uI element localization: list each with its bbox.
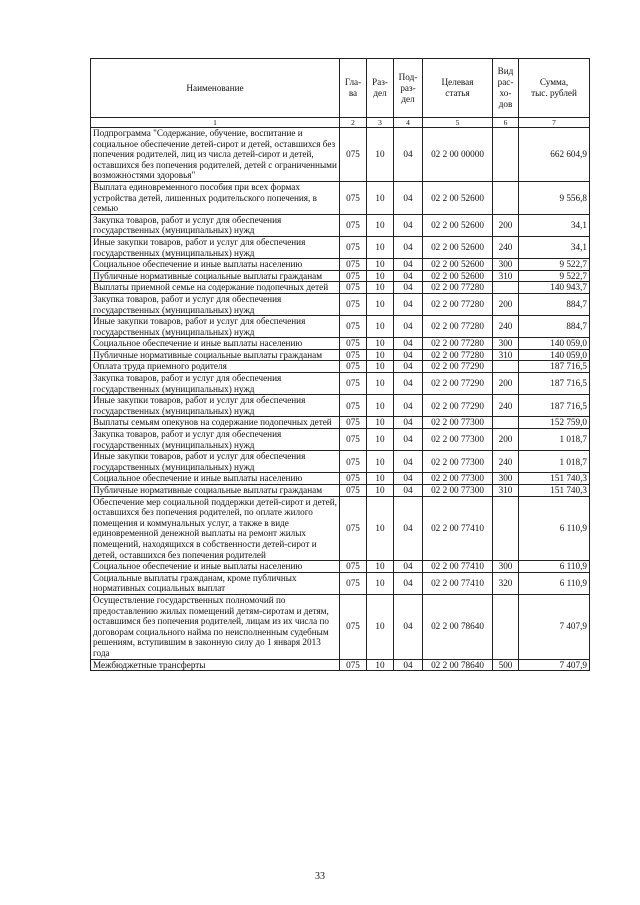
- row-amount: 151 740,3: [519, 485, 590, 497]
- row-subsection: 04: [394, 128, 423, 182]
- row-section: 10: [367, 561, 394, 573]
- table-row: [91, 282, 590, 294]
- row-amount: 140 059,0: [519, 349, 590, 361]
- row-target-article: 02 2 00 77290: [423, 373, 493, 395]
- row-subsection: 04: [394, 349, 423, 361]
- row-amount: 884,7: [519, 316, 590, 338]
- column-number: 7: [519, 118, 590, 128]
- row-chapter: 075: [340, 659, 367, 671]
- row-expense-type: 300: [493, 259, 519, 271]
- row-subsection: 04: [394, 561, 423, 573]
- row-amount: 34,1: [519, 214, 590, 236]
- row-expense-type: 300: [493, 561, 519, 573]
- row-target-article: 02 2 00 52600: [423, 214, 493, 236]
- row-name: Социальное обеспечение и иные выплаты населению: [91, 473, 340, 485]
- row-chapter: 075: [340, 338, 367, 350]
- table-row: [91, 496, 590, 561]
- row-section: 10: [367, 316, 394, 338]
- row-subsection: 04: [394, 361, 423, 373]
- row-amount: 1 018,7: [519, 451, 590, 473]
- row-expense-type: 300: [493, 338, 519, 350]
- row-amount: 9 522,7: [519, 259, 590, 271]
- column-number: 4: [394, 118, 423, 128]
- row-amount: 9 522,7: [519, 270, 590, 282]
- table-row: [91, 236, 590, 258]
- row-section: 10: [367, 181, 394, 214]
- row-chapter: 075: [340, 316, 367, 338]
- row-section: 10: [367, 572, 394, 594]
- table-row: [91, 270, 590, 282]
- row-target-article: 02 2 00 52600: [423, 181, 493, 214]
- table-row: [91, 128, 590, 182]
- row-name: Иные закупки товаров, работ и услуг для обеспечения государственных (муниципальных) нужд: [91, 236, 340, 258]
- row-expense-type: 240: [493, 236, 519, 258]
- row-subsection: 04: [394, 485, 423, 497]
- row-expense-type: [493, 361, 519, 373]
- table-row: [91, 485, 590, 497]
- row-subsection: 04: [394, 214, 423, 236]
- row-expense-type: 310: [493, 485, 519, 497]
- table-row: [91, 181, 590, 214]
- row-section: 10: [367, 485, 394, 497]
- row-amount: 662 604,9: [519, 128, 590, 182]
- row-name: Обеспечение мер социальной поддержки детей-сирот и детей, оставшихся без попечения родителей, по оплате жилого помещения и коммунальных услуг, а также в виде единовременной денежной выплаты на ремонт жилых помещений, находящихся в собственности детей-сирот и детей, оставшихся без попечения родителей: [91, 496, 340, 561]
- row-target-article: 02 2 00 77300: [423, 429, 493, 451]
- table-row: [91, 594, 590, 659]
- row-expense-type: [493, 496, 519, 561]
- page-number: 33: [315, 871, 325, 882]
- row-name: Закупка товаров, работ и услуг для обеспечения государственных (муниципальных) нужд: [91, 214, 340, 236]
- row-section: 10: [367, 214, 394, 236]
- row-expense-type: 310: [493, 270, 519, 282]
- row-target-article: 02 2 00 77290: [423, 395, 493, 417]
- row-name: Закупка товаров, работ и услуг для обеспечения государственных (муниципальных) нужд: [91, 293, 340, 315]
- table-row: [91, 373, 590, 395]
- row-target-article: 02 2 00 52600: [423, 270, 493, 282]
- row-target-article: 02 2 00 78640: [423, 659, 493, 671]
- row-chapter: 075: [340, 417, 367, 429]
- row-target-article: 02 2 00 78640: [423, 594, 493, 659]
- row-section: 10: [367, 270, 394, 282]
- row-chapter: 075: [340, 361, 367, 373]
- row-section: 10: [367, 349, 394, 361]
- row-subsection: 04: [394, 572, 423, 594]
- row-name: Выплаты семьям опекунов на содержание подопечных детей: [91, 417, 340, 429]
- row-name: Подпрограмма "Содержание, обучение, воспитание и социальное обеспечение детей-сирот и детей, оставшихся без попечения родителей, лиц из числа детей-сирот и детей, оставшихся без попечения родителей, детей с ограниченными возможностями здоровья": [91, 128, 340, 182]
- column-number: 2: [340, 118, 367, 128]
- row-name: Социальные выплаты гражданам, кроме публичных нормативных социальных выплат: [91, 572, 340, 594]
- table-row: [91, 214, 590, 236]
- row-expense-type: 200: [493, 429, 519, 451]
- column-number: 3: [367, 118, 394, 128]
- row-section: 10: [367, 361, 394, 373]
- row-section: 10: [367, 128, 394, 182]
- table-row: [91, 395, 590, 417]
- row-expense-type: 310: [493, 349, 519, 361]
- table-body: [91, 128, 590, 671]
- table-row: [91, 473, 590, 485]
- row-name: Публичные нормативные социальные выплаты гражданам: [91, 270, 340, 282]
- row-section: 10: [367, 282, 394, 294]
- row-chapter: 075: [340, 214, 367, 236]
- table-row: [91, 451, 590, 473]
- row-subsection: 04: [394, 659, 423, 671]
- row-subsection: 04: [394, 429, 423, 451]
- header-amount: Сумма, тыс. рублей: [519, 59, 590, 118]
- row-name: Иные закупки товаров, работ и услуг для обеспечения государственных (муниципальных) нужд: [91, 451, 340, 473]
- table-row: [91, 572, 590, 594]
- column-number: 5: [423, 118, 493, 128]
- row-name: Иные закупки товаров, работ и услуг для обеспечения государственных (муниципальных) нужд: [91, 316, 340, 338]
- row-subsection: 04: [394, 473, 423, 485]
- row-section: 10: [367, 338, 394, 350]
- row-amount: 152 759,0: [519, 417, 590, 429]
- row-section: 10: [367, 395, 394, 417]
- row-subsection: 04: [394, 496, 423, 561]
- row-chapter: 075: [340, 451, 367, 473]
- row-chapter: 075: [340, 349, 367, 361]
- row-section: 10: [367, 293, 394, 315]
- row-expense-type: 500: [493, 659, 519, 671]
- row-amount: 6 110,9: [519, 496, 590, 561]
- row-amount: 187 716,5: [519, 361, 590, 373]
- row-name: Закупка товаров, работ и услуг для обеспечения государственных (муниципальных) нужд: [91, 429, 340, 451]
- row-subsection: 04: [394, 259, 423, 271]
- row-amount: 1 018,7: [519, 429, 590, 451]
- header-section: Раз- дел: [367, 59, 394, 118]
- row-amount: 9 556,8: [519, 181, 590, 214]
- row-amount: 6 110,9: [519, 561, 590, 573]
- column-number: 1: [91, 118, 340, 128]
- row-section: 10: [367, 417, 394, 429]
- row-subsection: 04: [394, 282, 423, 294]
- row-chapter: 075: [340, 293, 367, 315]
- row-name: Социальное обеспечение и иные выплаты населению: [91, 561, 340, 573]
- row-amount: 6 110,9: [519, 572, 590, 594]
- row-chapter: 075: [340, 572, 367, 594]
- table-row: [91, 417, 590, 429]
- row-subsection: 04: [394, 293, 423, 315]
- row-amount: 34,1: [519, 236, 590, 258]
- row-name: Публичные нормативные социальные выплаты гражданам: [91, 349, 340, 361]
- row-name: Выплата единовременного пособия при всех формах устройства детей, лишенных родительского попечения, в семью: [91, 181, 340, 214]
- row-subsection: 04: [394, 236, 423, 258]
- row-subsection: 04: [394, 594, 423, 659]
- table-header-row: [91, 59, 590, 118]
- row-amount: 187 716,5: [519, 373, 590, 395]
- row-name: Социальное обеспечение и иные выплаты населению: [91, 338, 340, 350]
- row-chapter: 075: [340, 473, 367, 485]
- row-target-article: 02 2 00 77300: [423, 485, 493, 497]
- header-name: Наименование: [91, 59, 340, 118]
- row-name: Межбюджетные трансферты: [91, 659, 340, 671]
- row-name: Социальное обеспечение и иные выплаты населению: [91, 259, 340, 271]
- column-number-row: [91, 118, 590, 128]
- row-target-article: 02 2 00 77410: [423, 561, 493, 573]
- row-name: Закупка товаров, работ и услуг для обеспечения государственных (муниципальных) нужд: [91, 373, 340, 395]
- row-subsection: 04: [394, 373, 423, 395]
- row-target-article: 02 2 00 00000: [423, 128, 493, 182]
- row-expense-type: 200: [493, 293, 519, 315]
- row-chapter: 075: [340, 259, 367, 271]
- row-subsection: 04: [394, 316, 423, 338]
- table-row: [91, 338, 590, 350]
- row-chapter: 075: [340, 270, 367, 282]
- row-target-article: 02 2 00 77300: [423, 473, 493, 485]
- header-chapter: Гла- ва: [340, 59, 367, 118]
- row-name: Публичные нормативные социальные выплаты гражданам: [91, 485, 340, 497]
- row-target-article: 02 2 00 77410: [423, 496, 493, 561]
- row-amount: 140 943,7: [519, 282, 590, 294]
- row-expense-type: 320: [493, 572, 519, 594]
- row-amount: 140 059,0: [519, 338, 590, 350]
- table-row: [91, 259, 590, 271]
- row-expense-type: 240: [493, 316, 519, 338]
- table-row: [91, 561, 590, 573]
- row-expense-type: 200: [493, 373, 519, 395]
- row-target-article: 02 2 00 77300: [423, 451, 493, 473]
- row-section: 10: [367, 496, 394, 561]
- row-chapter: 075: [340, 128, 367, 182]
- row-amount: 151 740,3: [519, 473, 590, 485]
- row-amount: 7 407,9: [519, 594, 590, 659]
- table-row: [91, 659, 590, 671]
- row-name: Выплаты приемной семье на содержание подопечных детей: [91, 282, 340, 294]
- row-name: Осуществление государственных полномочий по предоставлению жилых помещений детям-сиротам и детям, оставшимся без попечения родителей, лицам из их числа по договорам социального найма по неисполненным судебным решениям, вступившим в законную силу до 1 января 2013 года: [91, 594, 340, 659]
- row-target-article: 02 2 00 77290: [423, 361, 493, 373]
- table-row: [91, 361, 590, 373]
- row-target-article: 02 2 00 77280: [423, 282, 493, 294]
- row-amount: 187 716,5: [519, 395, 590, 417]
- row-expense-type: 300: [493, 473, 519, 485]
- row-target-article: 02 2 00 77280: [423, 338, 493, 350]
- row-subsection: 04: [394, 395, 423, 417]
- row-amount: 7 407,9: [519, 659, 590, 671]
- column-number: 6: [493, 118, 519, 128]
- row-expense-type: [493, 594, 519, 659]
- row-expense-type: 200: [493, 214, 519, 236]
- row-section: 10: [367, 236, 394, 258]
- header-target-article: Целевая статья: [423, 59, 493, 118]
- row-subsection: 04: [394, 181, 423, 214]
- row-target-article: 02 2 00 77280: [423, 316, 493, 338]
- row-chapter: 075: [340, 429, 367, 451]
- row-expense-type: 240: [493, 451, 519, 473]
- row-target-article: 02 2 00 52600: [423, 236, 493, 258]
- row-chapter: 075: [340, 561, 367, 573]
- table-row: [91, 316, 590, 338]
- row-section: 10: [367, 259, 394, 271]
- row-chapter: 075: [340, 282, 367, 294]
- row-subsection: 04: [394, 270, 423, 282]
- row-chapter: 075: [340, 496, 367, 561]
- row-amount: 884,7: [519, 293, 590, 315]
- table-row: [91, 349, 590, 361]
- row-section: 10: [367, 473, 394, 485]
- table-row: [91, 429, 590, 451]
- row-subsection: 04: [394, 338, 423, 350]
- row-name: Иные закупки товаров, работ и услуг для обеспечения государственных (муниципальных) нужд: [91, 395, 340, 417]
- row-section: 10: [367, 429, 394, 451]
- row-target-article: 02 2 00 77280: [423, 293, 493, 315]
- row-expense-type: [493, 181, 519, 214]
- row-section: 10: [367, 451, 394, 473]
- row-section: 10: [367, 373, 394, 395]
- row-target-article: 02 2 00 77410: [423, 572, 493, 594]
- row-subsection: 04: [394, 417, 423, 429]
- row-expense-type: [493, 128, 519, 182]
- row-expense-type: [493, 282, 519, 294]
- row-name: Оплата труда приемного родителя: [91, 361, 340, 373]
- row-subsection: 04: [394, 451, 423, 473]
- row-expense-type: [493, 417, 519, 429]
- header-subsection: Под- раз- дел: [394, 59, 423, 118]
- header-expense-type: Вид рас- хо- дов: [493, 59, 519, 118]
- budget-table: [90, 58, 590, 671]
- row-chapter: 075: [340, 181, 367, 214]
- row-chapter: 075: [340, 395, 367, 417]
- row-chapter: 075: [340, 594, 367, 659]
- table-row: [91, 293, 590, 315]
- row-chapter: 075: [340, 373, 367, 395]
- row-target-article: 02 2 00 52600: [423, 259, 493, 271]
- row-chapter: 075: [340, 236, 367, 258]
- row-chapter: 075: [340, 485, 367, 497]
- row-section: 10: [367, 594, 394, 659]
- row-target-article: 02 2 00 77280: [423, 349, 493, 361]
- row-target-article: 02 2 00 77300: [423, 417, 493, 429]
- row-section: 10: [367, 659, 394, 671]
- row-expense-type: 240: [493, 395, 519, 417]
